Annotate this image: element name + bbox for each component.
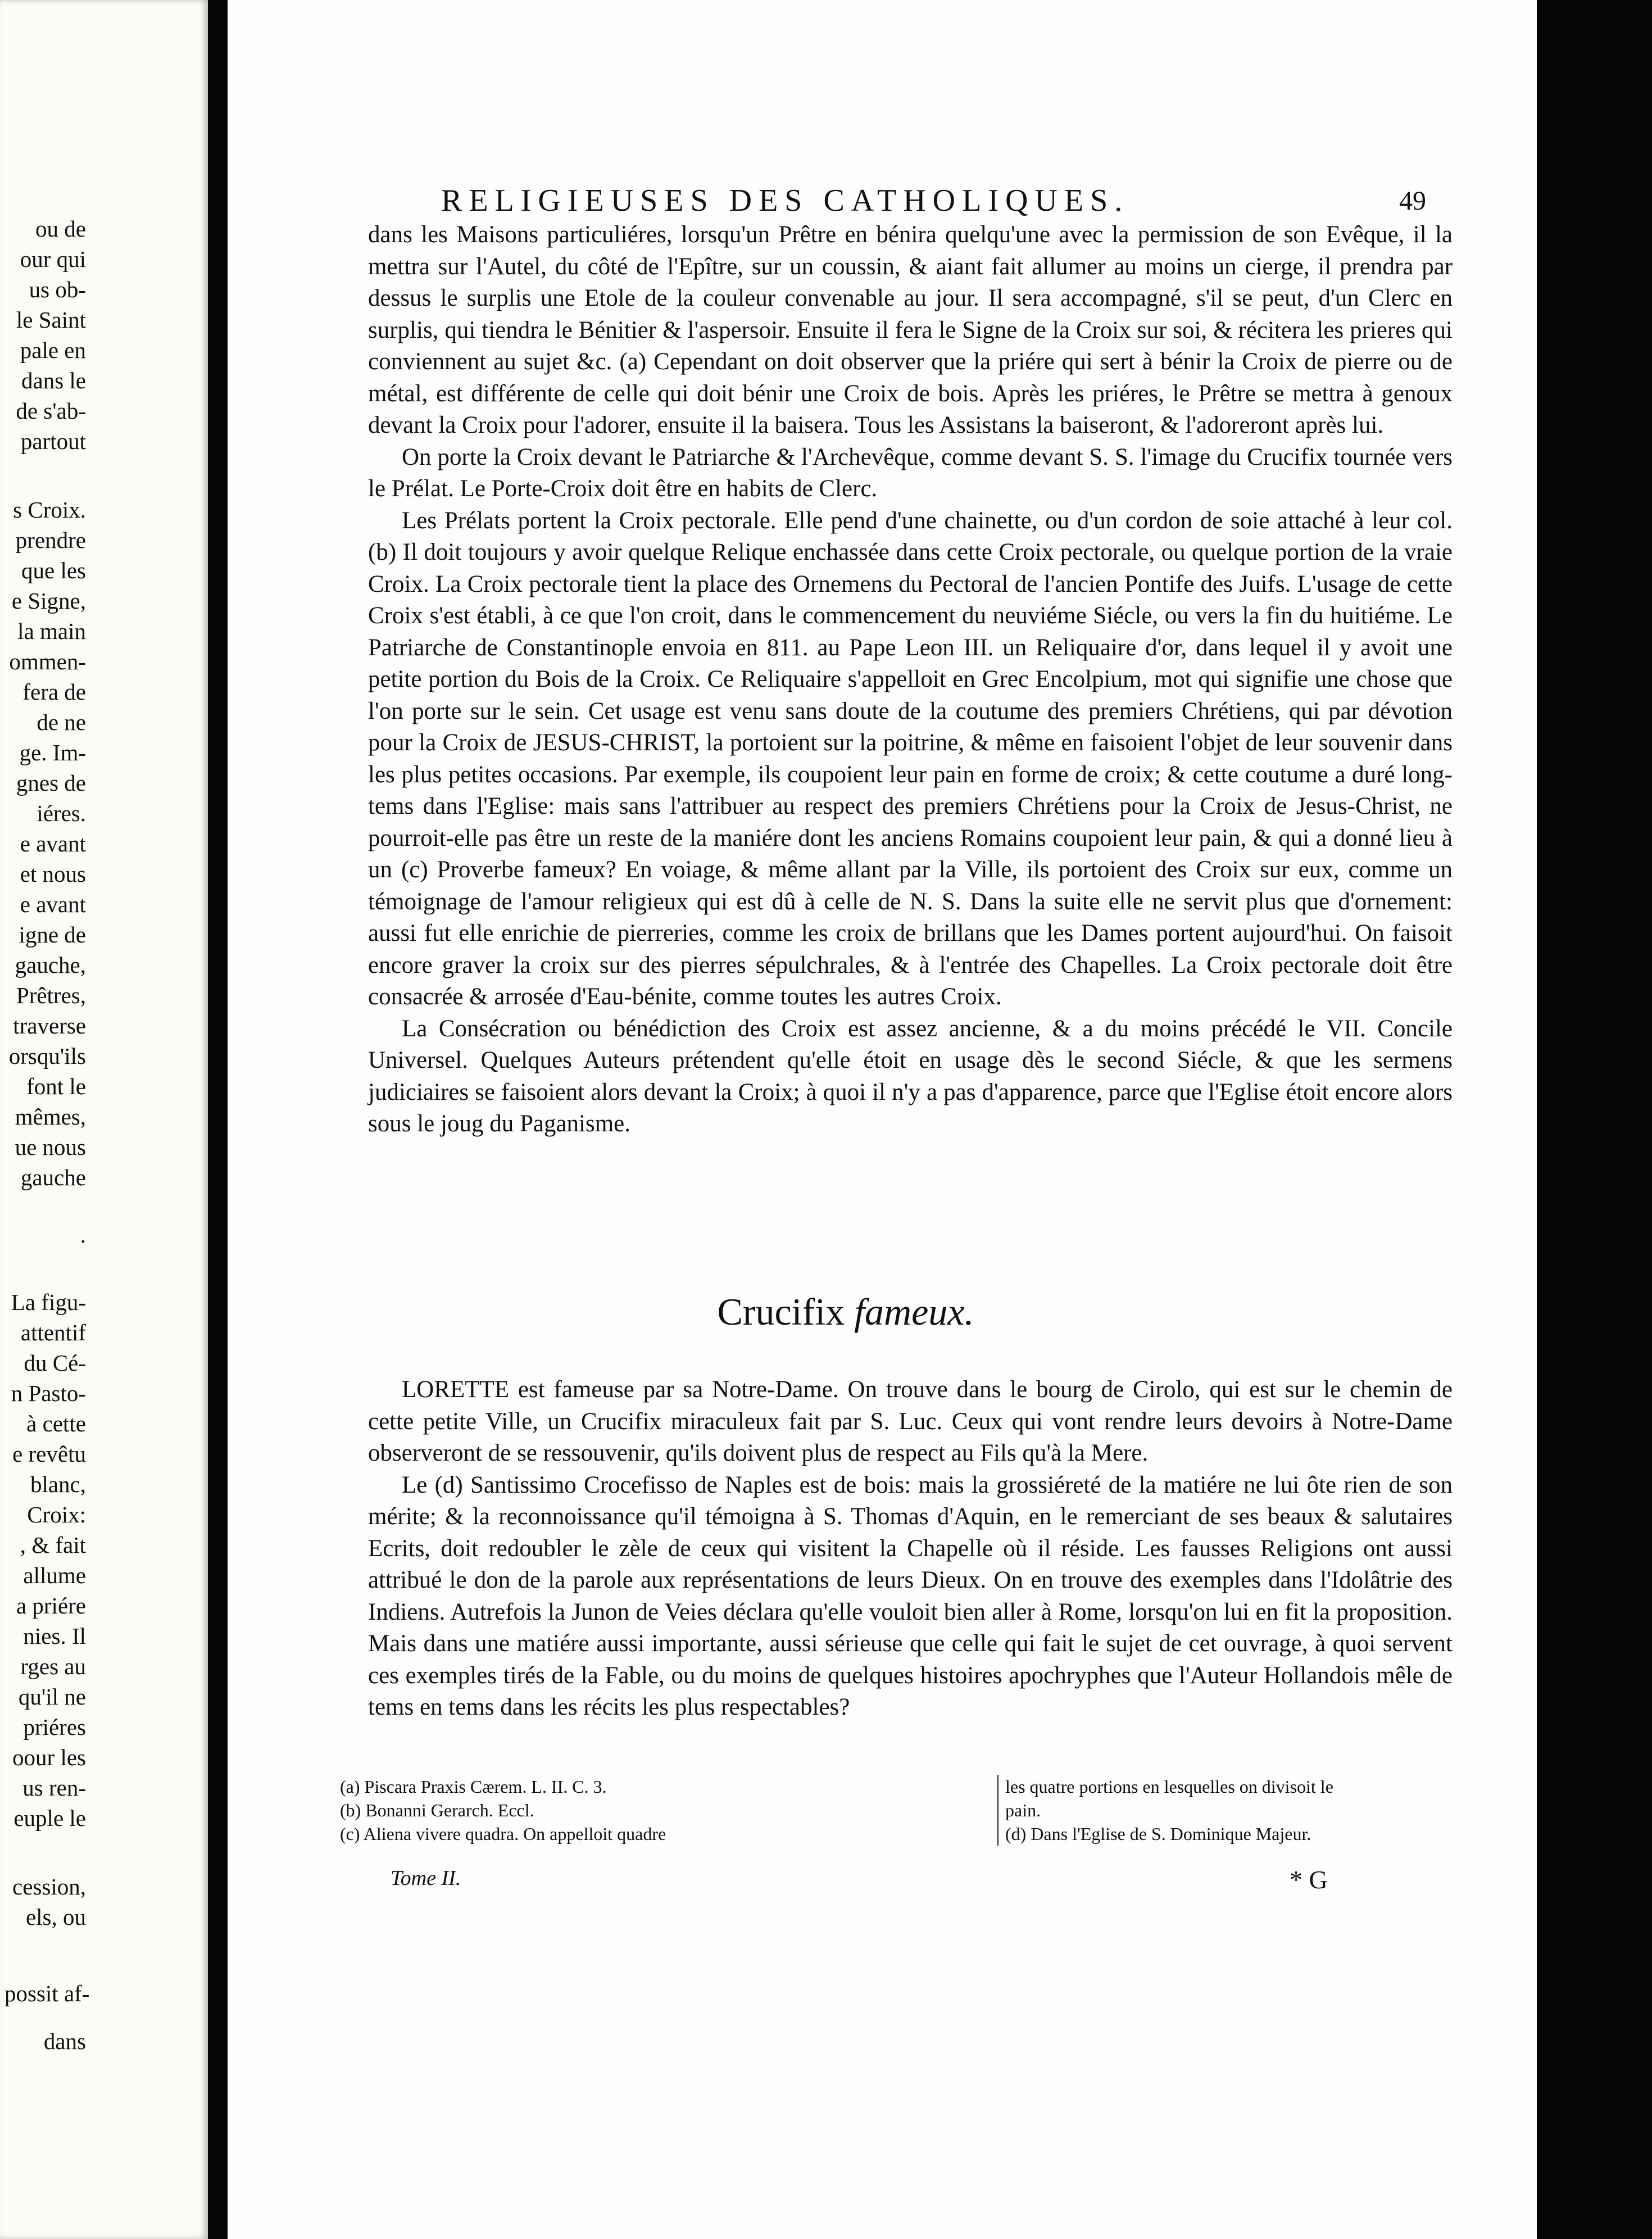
left-page-line: traverse (13, 1013, 86, 1039)
section-text (368, 1374, 1453, 1724)
left-page-line: de ne (37, 709, 86, 735)
left-page-line: prendre (15, 527, 86, 553)
left-page-line: attentif (20, 1320, 86, 1345)
heading-plain: Crucifix (717, 1290, 845, 1333)
left-page-line: e avant (20, 831, 86, 856)
section-heading (228, 1290, 1464, 1334)
left-page-line: ommen- (9, 649, 86, 674)
left-page-line: fera de (22, 679, 86, 705)
left-page-line: oour les (12, 1744, 86, 1770)
paragraph: La Consécration ou bénédiction des Croix est assez ancienne, & a du moins précédé le VII. Concile Universel. Quelques Auteurs prétendent qu'elle étoit en usage dès le second Siécle, & que les sermens judiciaires se faisoient alors devant la Croix; à quoi il n'y a pas d'apparence, parce que l'Eglise étoit encore alors sous le joug du Paganisme. (368, 1015, 1453, 1137)
left-page-line: us ob- (29, 277, 86, 302)
left-page-line: n Pasto- (11, 1380, 86, 1406)
heading-italic: fameux. (854, 1290, 974, 1333)
footnote: (b) Bonanni Gerarch. Eccl. (340, 1800, 534, 1820)
left-page-line: els, ou (25, 1904, 86, 1930)
left-page-line: dans le (21, 368, 86, 393)
page-number: 49 (1399, 186, 1426, 216)
left-page-line: le Saint (16, 307, 86, 333)
paragraph: Le (d) Santissimo Crocefisso de Naples est de bois: mais la grossiéreté de la matiére ne lui ôte rien de son mérite; & la reconnoissance qu'il témoigna à S. Thomas d'Aquin, en le remerciant de ses beaux & salutaires Ecrits, doit redoubler le zèle de ceux qui visitent la Chapelle où il réside. Les fausses Religions ont aussi attribué le don de la parole aux représentations de leurs Dieux. On en trouve des exemples dans l'Idolâtrie des Indiens. Autrefois la Junon de Veies déclara qu'elle vouloit bien aller à Rome, lorsqu'on lui en fit la proposition. Mais dans une matiére aussi importante, aussi sérieuse que celle qui fait le sujet de cet ouvrage, à quoi servent ces exemples tirés de la Fable, ou du moins de quelques histoires apochryphes que l'Auteur Hollandois mêle de tems en tems dans les récits les plus respectables? (368, 1471, 1453, 1720)
left-page-line: gauche (20, 1164, 86, 1190)
left-page-fragment (0, 0, 208, 2239)
left-page-line: possit af- (4, 1980, 90, 2006)
footnotes-left (340, 1775, 986, 1846)
left-page-line: e revêtu (12, 1441, 86, 1467)
left-page-line: iéres. (37, 800, 86, 826)
paragraph: On porte la Croix devant le Patriarche & l'Archevêque, comme devant S. S. l'image du Crucifix tournée vers le Prélat. Le Porte-Croix doit être en habits de Clerc. (368, 443, 1453, 502)
left-page-line: rges au (20, 1653, 86, 1679)
footnote: les quatre portions en lesquelles on divisoit le (1005, 1776, 1333, 1797)
left-page-line: et nous (20, 861, 86, 887)
footnote: (a) Piscara Praxis Cærem. L. II. C. 3. (340, 1776, 607, 1797)
left-page-line: gnes de (16, 770, 86, 796)
left-page-line: pale en (20, 337, 86, 363)
left-page-line: , & fait (20, 1532, 86, 1558)
running-head: RELIGIEUSES DES CATHOLIQUES. (441, 183, 1129, 218)
left-page-line: à cette (26, 1411, 86, 1436)
left-page-line: cession, (12, 1874, 86, 1900)
left-page-line: priéres (23, 1714, 86, 1740)
left-page-line: e Signe, (11, 588, 86, 614)
left-page-line: nies. Il (23, 1623, 86, 1649)
left-page-line: mêmes, (15, 1104, 86, 1130)
left-page-line: du Cé- (24, 1350, 86, 1376)
left-page-line: Prêtres, (16, 982, 86, 1008)
footnote: (d) Dans l'Eglise de S. Dominique Majeur. (1005, 1824, 1311, 1844)
footnotes-right (997, 1775, 1455, 1846)
left-page-line: dans (43, 2028, 86, 2054)
left-page-line: font le (26, 1073, 86, 1099)
footnote: (c) Aliena vivere quadra. On appelloit quadre (340, 1824, 666, 1844)
left-page-line: gauche, (15, 952, 86, 978)
paragraph: LORETTE est fameuse par sa Notre-Dame. On trouve dans le bourg de Cirolo, qui est sur le chemin de cette petite Ville, un Crucifix miraculeux fait par S. Luc. Ceux qui vont rendre leurs devoirs à Notre-Dame observeront de se ressouvenir, qu'ils doivent plus de respect au Fils qu'à la Mere. (368, 1376, 1453, 1466)
left-page-line: qu'il ne (18, 1684, 86, 1710)
left-page-line: igne de (19, 922, 86, 948)
left-page-line: our qui (20, 246, 86, 272)
signature-mark: * G (1290, 1865, 1328, 1894)
left-page-line: ue nous (15, 1134, 86, 1160)
left-page-line: partout (20, 428, 86, 454)
left-page-line: s Croix. (13, 497, 86, 523)
left-page-line: blanc, (30, 1471, 86, 1497)
left-page-line: us ren- (22, 1775, 86, 1801)
left-page-line: orsqu'ils (8, 1043, 86, 1069)
left-page-line: de s'ab- (16, 398, 86, 424)
left-page-line: e avant (20, 891, 86, 917)
left-page-line: La figu- (11, 1289, 86, 1315)
left-page-line: la main (17, 618, 86, 644)
right-page (228, 0, 1537, 2239)
footnote: pain. (1005, 1800, 1041, 1820)
left-page-line: a priére (16, 1593, 86, 1619)
left-page-line: . (80, 1222, 86, 1248)
paragraph: Les Prélats portent la Croix pectorale. Elle pend d'une chainette, ou d'un cordon de soie attaché à leur col. (b) Il doit toujours y avoir quelque Relique enchassée dans cette Croix pectorale, ou quelque portion de la vraie Croix. La Croix pectorale tient la place des Ornemens du Pectoral de l'ancien Pontife des Juifs. L'usage de cette Croix s'est établi, à ce que l'on croit, dans le commencement du neuviéme Siécle, ou vers la fin du huitiéme. Le Patriarche de Constantinople envoia en 811. au Pape Leon III. un Reliquaire d'or, dans lequel il y avoit une petite portion du Bois de la Croix. Ce Reliquaire s'appelloit en Grec Encolpium, mot qui signifie une chose que l'on porte sur le sein. Cet usage est venu sans doute de la coutume des premiers Chrétiens, qui par dévotion pour la Croix de JESUS-CHRIST, la portoient sur la poitrine, & même en faisoient l'objet de leur souvenir dans les plus petites occasions. Par exemple, ils coupoient leur pain en forme de croix; & cette coutume a duré long-tems dans l'Eglise: mais sans l'attribuer au respect des premiers Chrétiens pour la Croix de Jesus-Christ, ne pourroit-elle pas être un reste de la maniére dont les anciens Romains coupoient leur pain, & qui a donné lieu à un (c) Proverbe fameux? En voiage, & même allant par la Ville, ils portoient des Croix sur eux, comme un témoignage de l'amour religieux qui est dû à celle de N. S. Dans la suite elle ne servit plus que d'ornement: aussi fut elle enrichie de pierreries, comme les croix de brillans que les Dames portent aujourd'hui. On faisoit encore graver la croix sur des pierres sépulchrales, & à l'entrée des Chapelles. La Croix pectorale doit être consacrée & arrosée d'Eau-bénite, comme toutes les autres Croix. (368, 507, 1453, 1010)
left-page-line: que les (21, 558, 86, 583)
volume-marker: Tome II. (391, 1866, 461, 1890)
left-page-line: ou de (35, 216, 86, 242)
left-page-line: ge. Im- (19, 740, 86, 765)
left-page-line: euple le (13, 1805, 86, 1831)
main-text (368, 219, 1453, 1140)
paragraph: dans les Maisons particuliéres, lorsqu'un Prêtre en bénira quelqu'une avec la permission de son Evêque, il la mettra sur l'Autel, du côté de l'Epître, sur un coussin, & aiant fait allumer au moins un cierge, il prendra par dessus le surplis une Etole de la couleur convenable au jour. Il sera accompagné, s'il se peut, d'un Clerc en surplis, qui tiendra le Bénitier & l'aspersoir. Ensuite il fera le Signe de la Croix sur soi, & récitera les prieres qui conviennent au sujet &c. (a) Cependant on doit observer que la priére qui sert à bénir la Croix de pierre ou de métal, est différente de celle qui doit bénir une Croix de bois. Après les priéres, le Prêtre se mettra à genoux devant la Croix pour l'adorer, ensuite il la baisera. Tous les Assistans la baiseront, & l'adoreront après lui. (368, 221, 1453, 438)
left-page-line: allume (23, 1562, 86, 1588)
left-page-line: Croix: (27, 1502, 86, 1528)
